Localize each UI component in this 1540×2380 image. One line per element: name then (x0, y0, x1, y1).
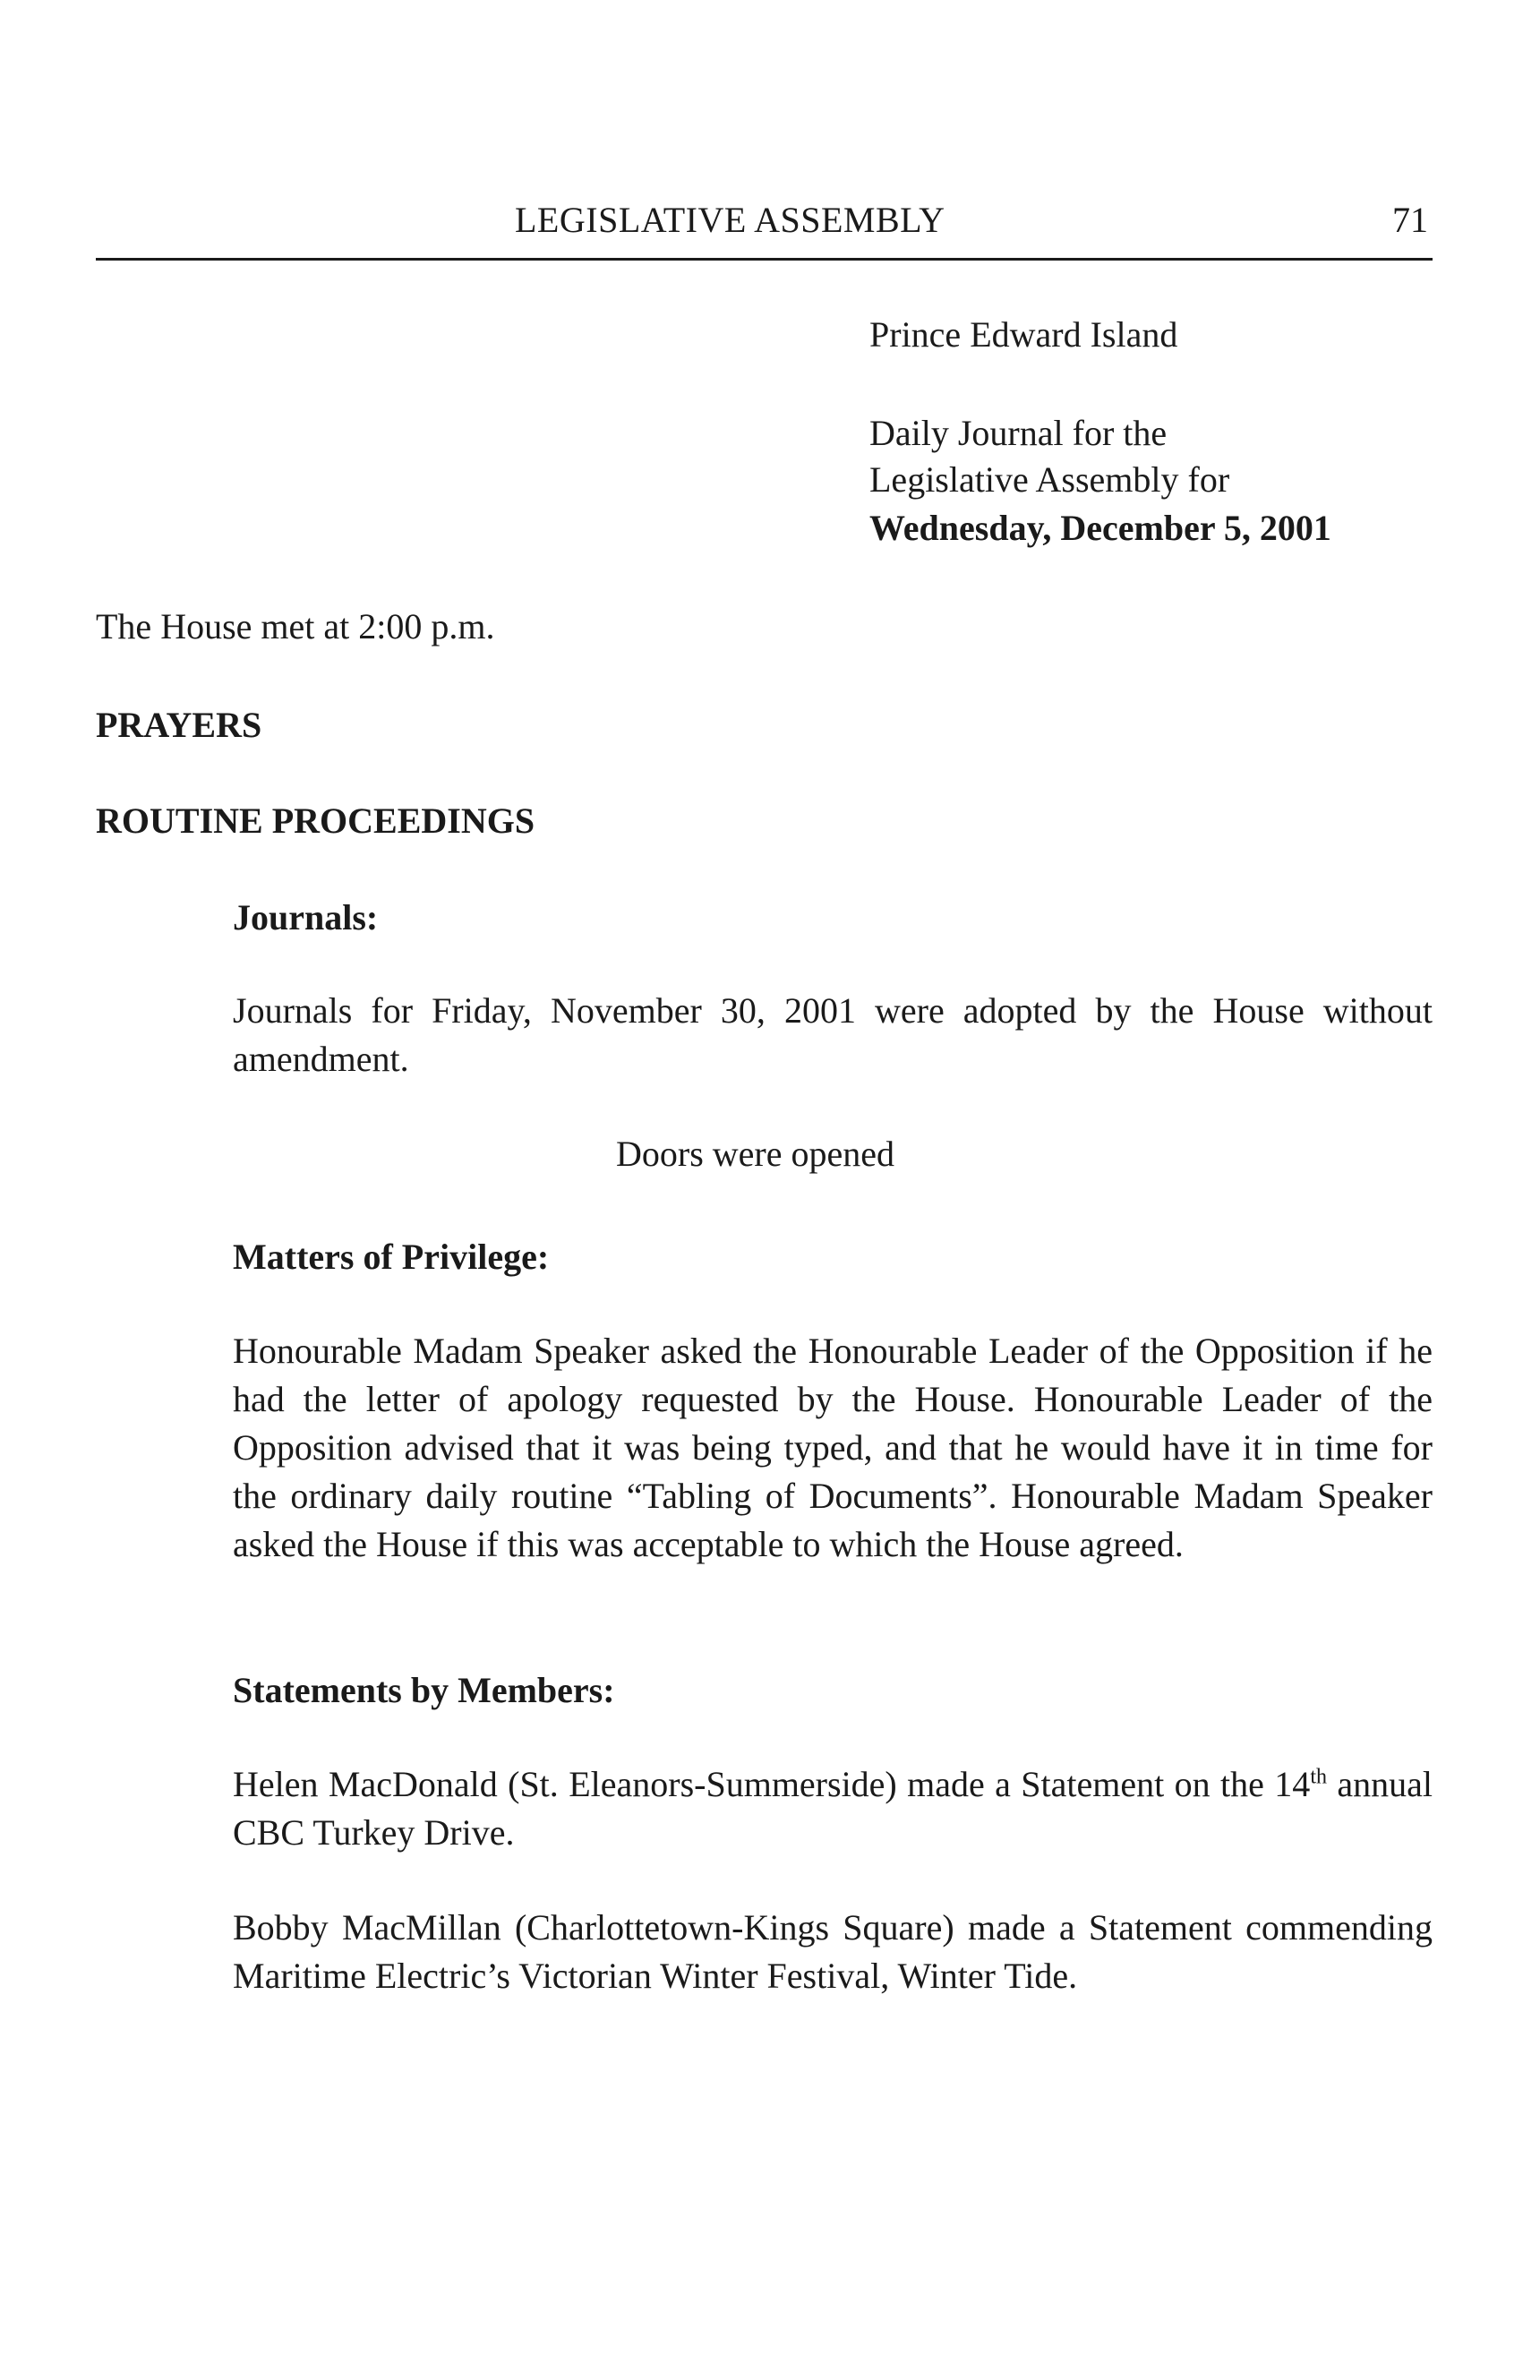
subheading-matters-of-privilege: Matters of Privilege: (233, 1237, 550, 1277)
statement-1-text: Helen MacDonald (St. Eleanors-Summerside) made a Statement on the 14 (233, 1764, 1311, 1804)
section-heading-routine-proceedings: ROUTINE PROCEEDINGS (96, 800, 535, 841)
journal-title-line-2: Legislative Assembly for (869, 459, 1230, 500)
province-name: Prince Edward Island (869, 314, 1178, 355)
page-number: 71 (1392, 200, 1428, 240)
statement-paragraph-1 (233, 1760, 1433, 1857)
doors-opened-note: Doors were opened (616, 1134, 894, 1174)
section-heading-prayers: PRAYERS (96, 705, 262, 745)
statement-1-text-end: annual CBC Turkey Drive. (233, 1764, 1433, 1853)
privilege-paragraph: Honourable Madam Speaker asked the Honourable Leader of the Opposition if he had the letter of apology requested by the House. Honourable Leader of the Opposition advised that it was being typed, and that he would have it in time for the ordinary daily routine “Tabling of Documents”. Honourable Madam Speaker asked the House if this was acceptable to which the House agreed. (233, 1331, 1433, 1564)
header-rule (96, 258, 1433, 261)
statement-1-ordinal-suffix: th (1310, 1765, 1327, 1789)
house-met-time: The House met at 2:00 p.m. (96, 606, 495, 646)
running-head-title: LEGISLATIVE ASSEMBLY (515, 200, 945, 240)
subheading-journals: Journals: (233, 897, 379, 937)
journal-title-line-1: Daily Journal for the (869, 413, 1168, 453)
journals-paragraph: Journals for Friday, November 30, 2001 were adopted by the House without amendment. (233, 990, 1433, 1079)
subheading-statements-by-members: Statements by Members: (233, 1670, 615, 1710)
journal-date: Wednesday, December 5, 2001 (869, 508, 1331, 548)
statement-paragraph-2: Bobby MacMillan (Charlottetown-Kings Square) made a Statement commending Maritime Electric’s Victorian Winter Festival, Winter Tide. (233, 1907, 1433, 1996)
